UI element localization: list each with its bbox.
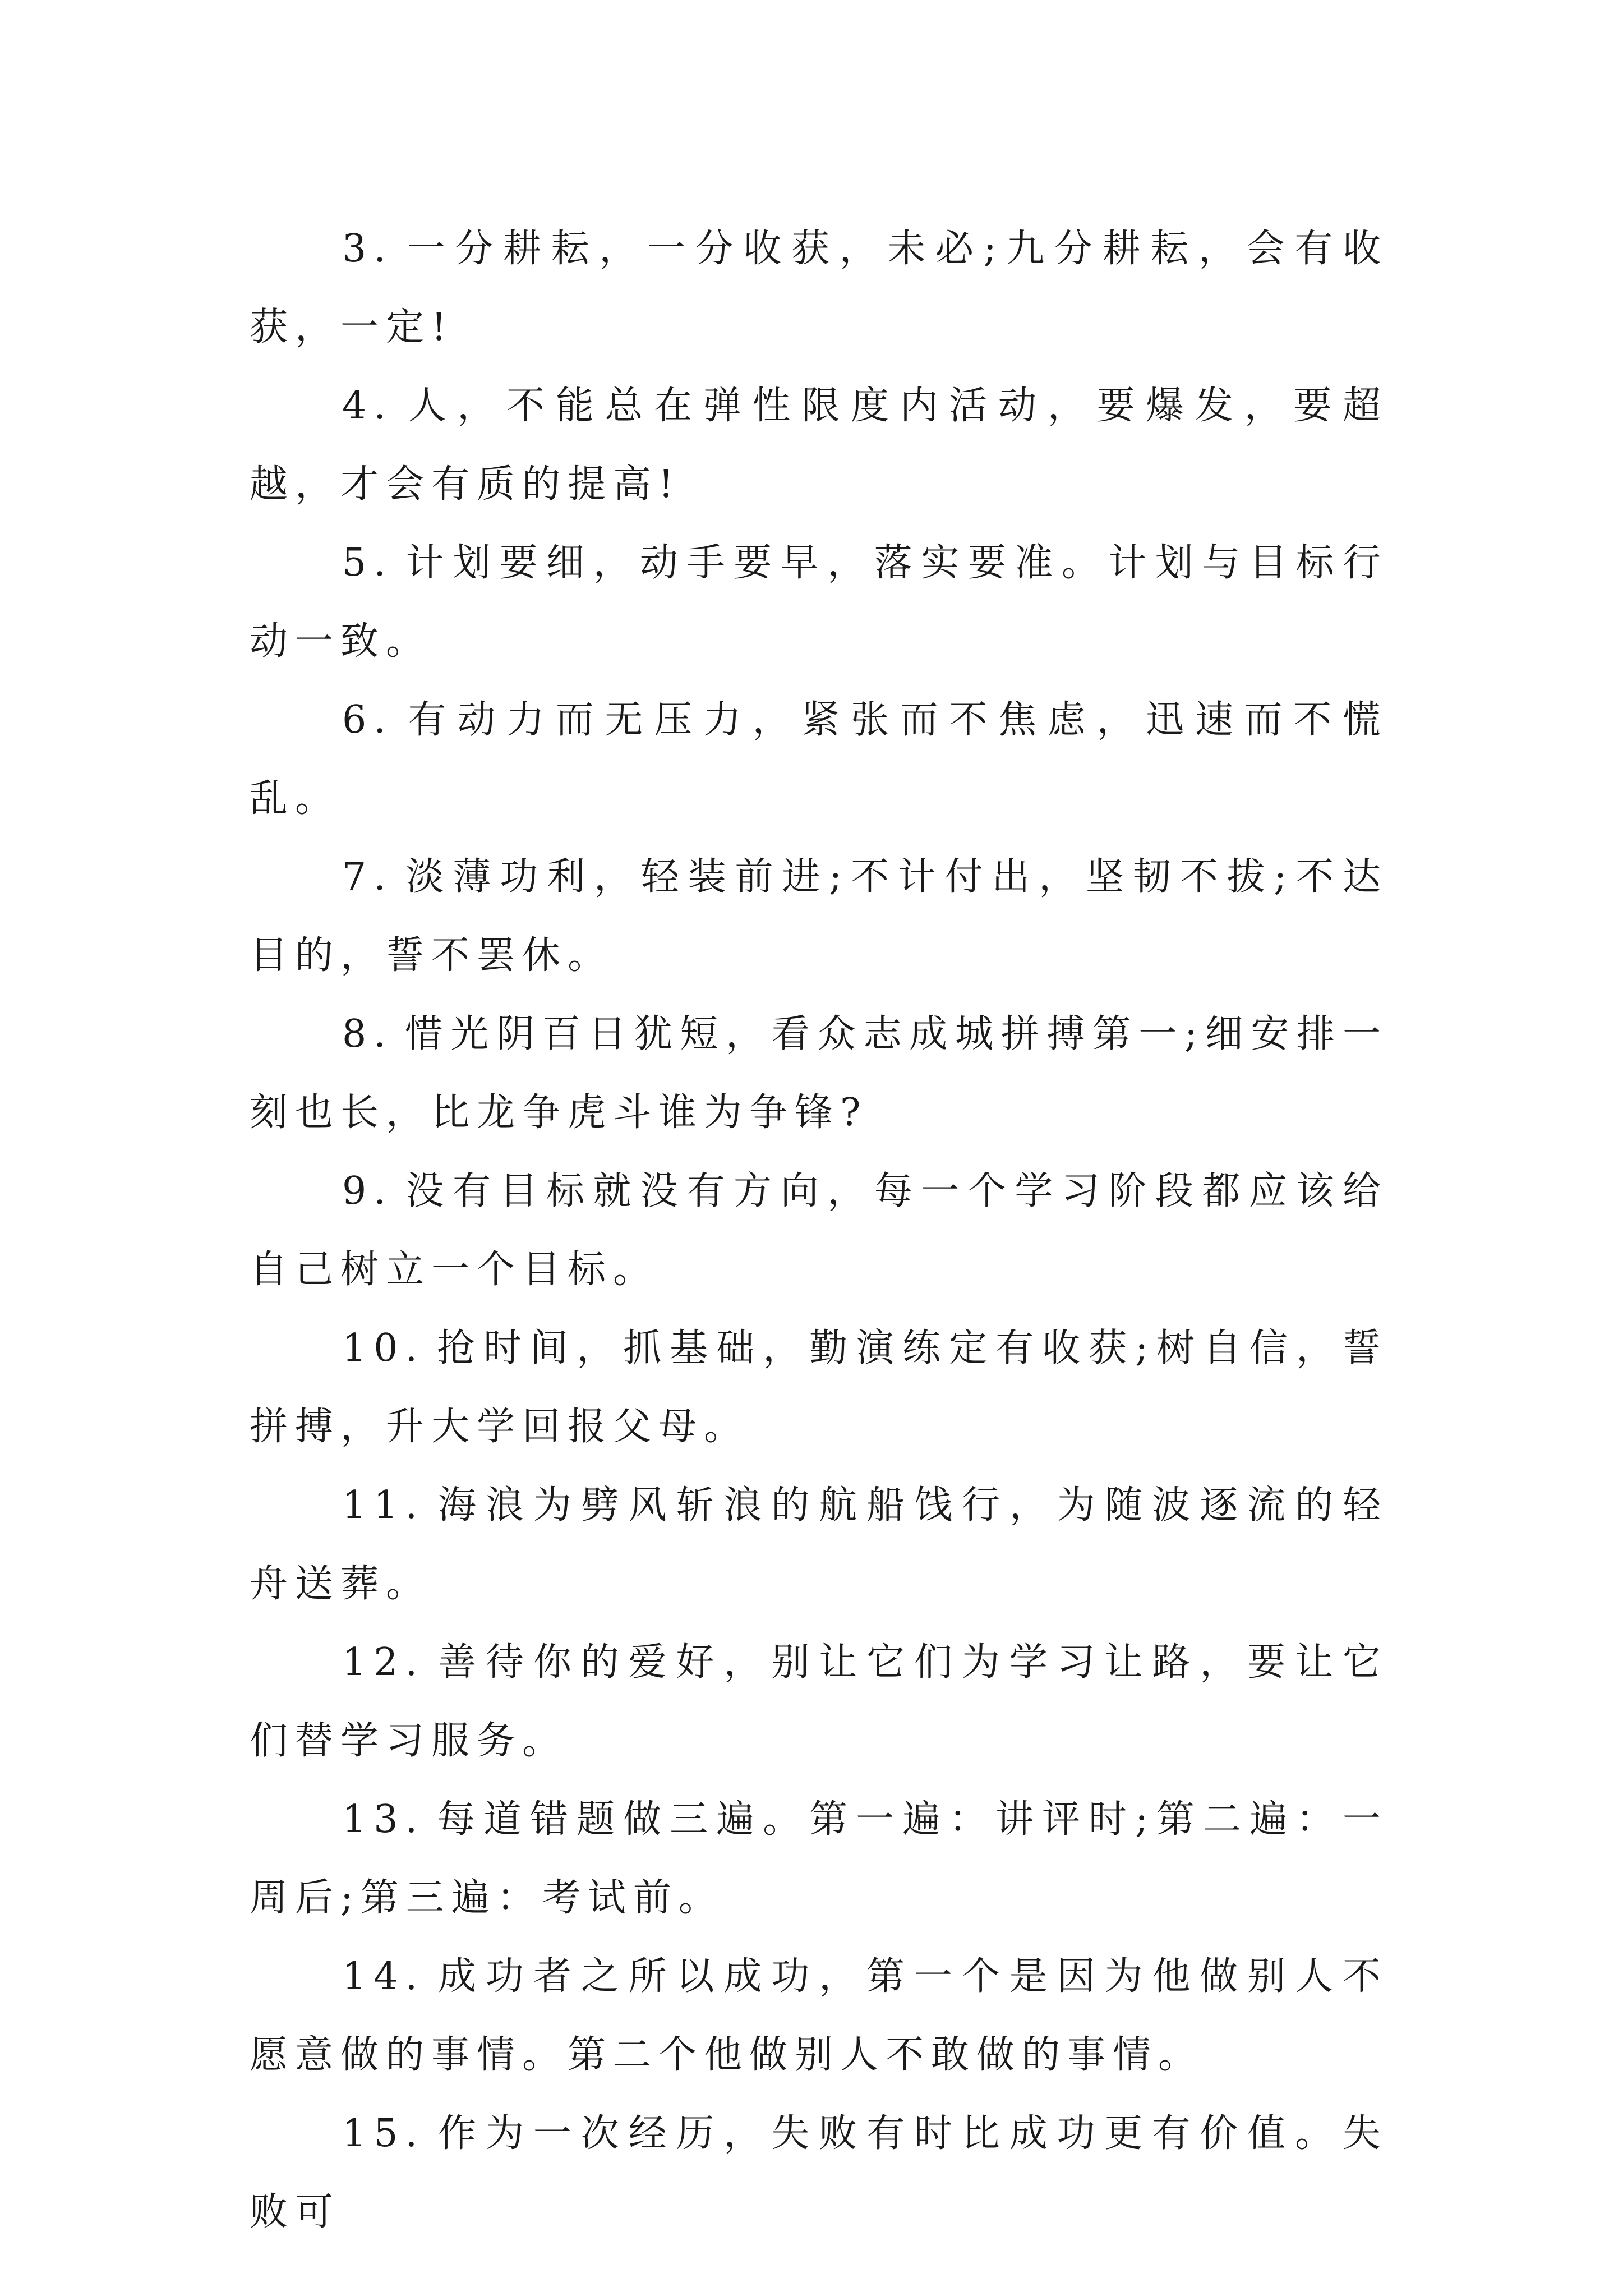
list-item: [250, 838, 1388, 995]
item-text: 每道错题做三遍。第一遍：讲评时;第二遍：一周后;第三遍：考试前。: [250, 1797, 1388, 1920]
item-text: 计划要细，动手要早，落实要准。计划与目标行动一致。: [250, 541, 1388, 664]
list-item: [250, 367, 1388, 524]
item-number: 15.: [342, 2111, 425, 2156]
item-number: 8.: [342, 1012, 393, 1056]
item-text: 抢时间，抓基础，勤演练定有收获;树自信，誓拼搏，升大学回报父母。: [250, 1326, 1388, 1449]
item-text: 一分耕耘，一分收获，未必;九分耕耘，会有收获，一定!: [250, 227, 1388, 349]
item-number: 6.: [342, 698, 393, 742]
list-item: [250, 1466, 1388, 1623]
list-item: [250, 681, 1388, 838]
list-item: [250, 1780, 1388, 1938]
list-item: [250, 1152, 1388, 1309]
item-number: 10.: [342, 1326, 425, 1370]
list-item: [250, 210, 1388, 367]
document-body: [250, 210, 1388, 2252]
list-item: [250, 524, 1388, 681]
list-item: [250, 995, 1388, 1152]
item-text: 善待你的爱好，别让它们为学习让路，要让它们替学习服务。: [250, 1640, 1388, 1763]
item-text: 作为一次经历，失败有时比成功更有价值。失败可: [250, 2111, 1388, 2234]
item-number: 11.: [342, 1483, 425, 1527]
item-text: 惜光阴百日犹短，看众志成城拼搏第一;细安排一刻也长，比龙争虎斗谁为争锋?: [250, 1012, 1388, 1135]
list-item: [250, 1938, 1388, 2095]
item-number: 9.: [342, 1169, 393, 1213]
item-number: 13.: [342, 1797, 425, 1842]
item-number: 12.: [342, 1640, 425, 1685]
list-item: [250, 2095, 1388, 2252]
item-text: 成功者之所以成功，第一个是因为他做别人不愿意做的事情。第二个他做别人不敢做的事情。: [250, 1954, 1388, 2077]
item-text: 海浪为劈风斩浪的航船饯行，为随波逐流的轻舟送葬。: [250, 1483, 1388, 1606]
item-text: 人，不能总在弹性限度内活动，要爆发，要超越，才会有质的提高!: [250, 384, 1388, 507]
item-text: 淡薄功利，轻装前进;不计付出，坚韧不拔;不达目的，誓不罢休。: [250, 855, 1388, 978]
list-item: [250, 1623, 1388, 1780]
item-text: 没有目标就没有方向，每一个学习阶段都应该给自己树立一个目标。: [250, 1169, 1388, 1292]
item-number: 4.: [342, 384, 393, 428]
list-item: [250, 1309, 1388, 1466]
item-number: 14.: [342, 1954, 425, 1999]
item-number: 5.: [342, 541, 393, 585]
item-text: 有动力而无压力，紧张而不焦虑，迅速而不慌乱。: [250, 698, 1388, 821]
item-number: 7.: [342, 855, 393, 899]
item-number: 3.: [342, 227, 393, 271]
